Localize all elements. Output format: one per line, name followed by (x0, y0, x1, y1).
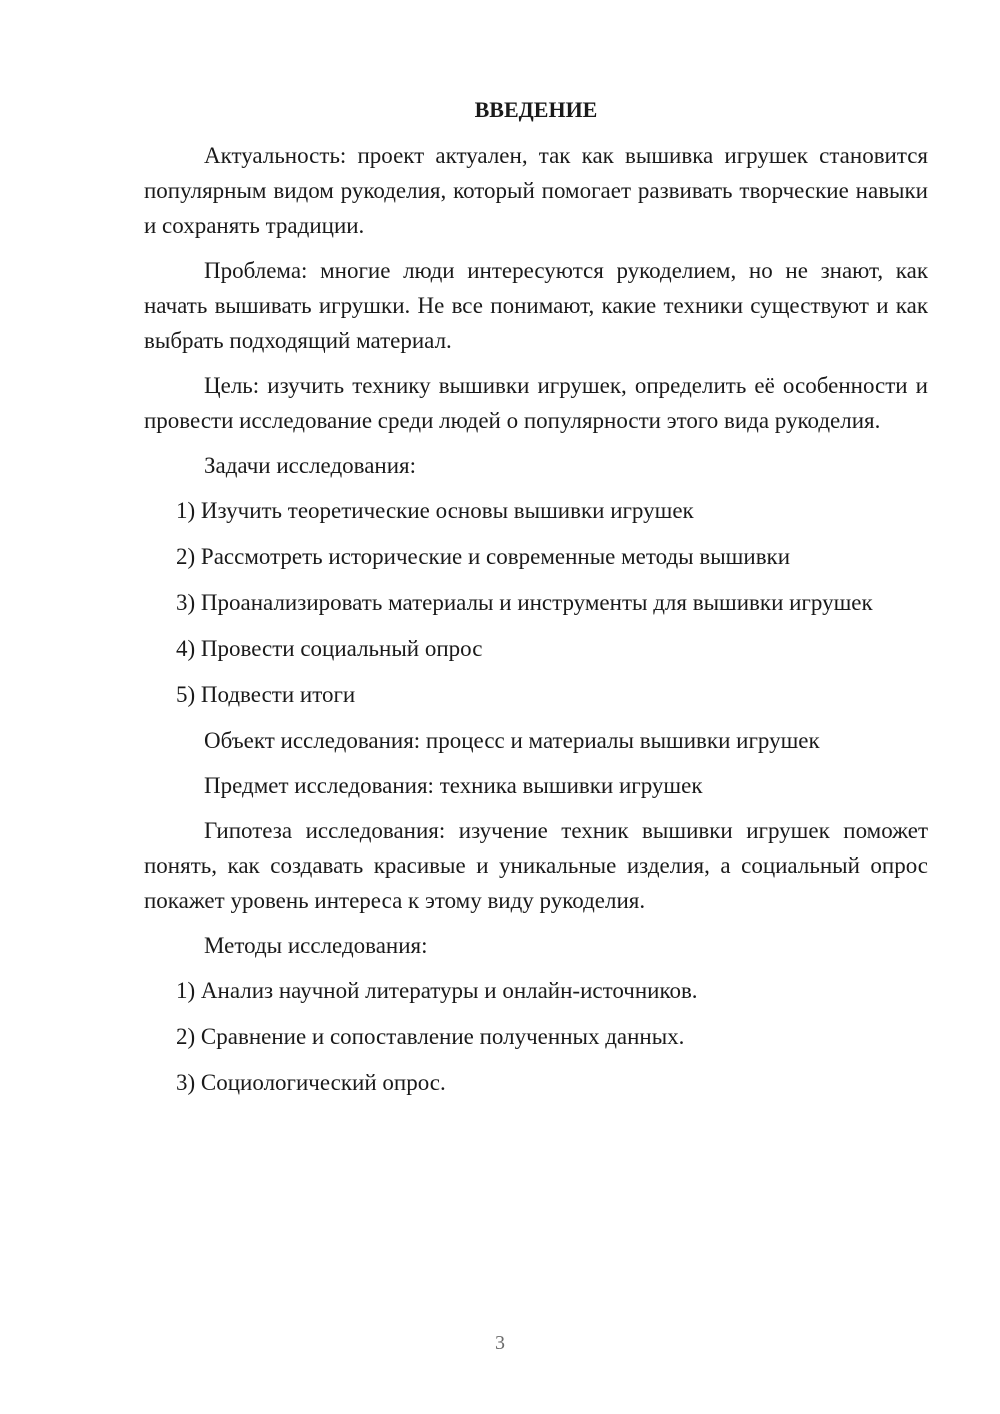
section-title: ВВЕДЕНИЕ (474, 97, 598, 122)
method-item-1: 1) Анализ научной литературы и онлайн-источников. (176, 978, 698, 1003)
relevance-paragraph: Актуальность: проект актуален, так как вышивка игрушек становится популярным видом рукоделия, который помогает развивать творческие навыки и сохранять традиции. (144, 143, 928, 238)
tasks-heading: Задачи исследования: (204, 453, 417, 478)
document-page (144, 92, 928, 1111)
object-paragraph: Объект исследования: процесс и материалы вышивки игрушек (204, 728, 820, 753)
problem-paragraph: Проблема: многие люди интересуются рукоделием, но не знают, как начать вышивать игрушки. Не все понимают, какие техники существуют и как выбрать подходящий материал. (144, 258, 928, 353)
task-item-4: 4) Провести социальный опрос (176, 636, 483, 661)
subject-paragraph: Предмет исследования: техника вышивки игрушек (204, 773, 703, 798)
methods-heading: Методы исследования: (204, 933, 428, 958)
task-item-5: 5) Подвести итоги (176, 682, 356, 707)
method-item-2: 2) Сравнение и сопоставление полученных данных. (176, 1024, 685, 1049)
task-item-2: 2) Рассмотреть исторические и современные методы вышивки (176, 544, 791, 569)
goal-paragraph: Цель: изучить технику вышивки игрушек, определить её особенности и провести исследование среди людей о популярности этого вида рукоделия. (144, 373, 928, 433)
task-item-3: 3) Проанализировать материалы и инструменты для вышивки игрушек (176, 590, 873, 615)
method-item-3: 3) Социологический опрос. (176, 1070, 446, 1095)
task-item-1: 1) Изучить теоретические основы вышивки игрушек (176, 498, 694, 523)
hypothesis-paragraph: Гипотеза исследования: изучение техник вышивки игрушек поможет понять, как создавать красивые и уникальные изделия, а социальный опрос покажет уровень интереса к этому виду рукоделия. (144, 818, 928, 913)
page-number: 3 (495, 1332, 505, 1354)
